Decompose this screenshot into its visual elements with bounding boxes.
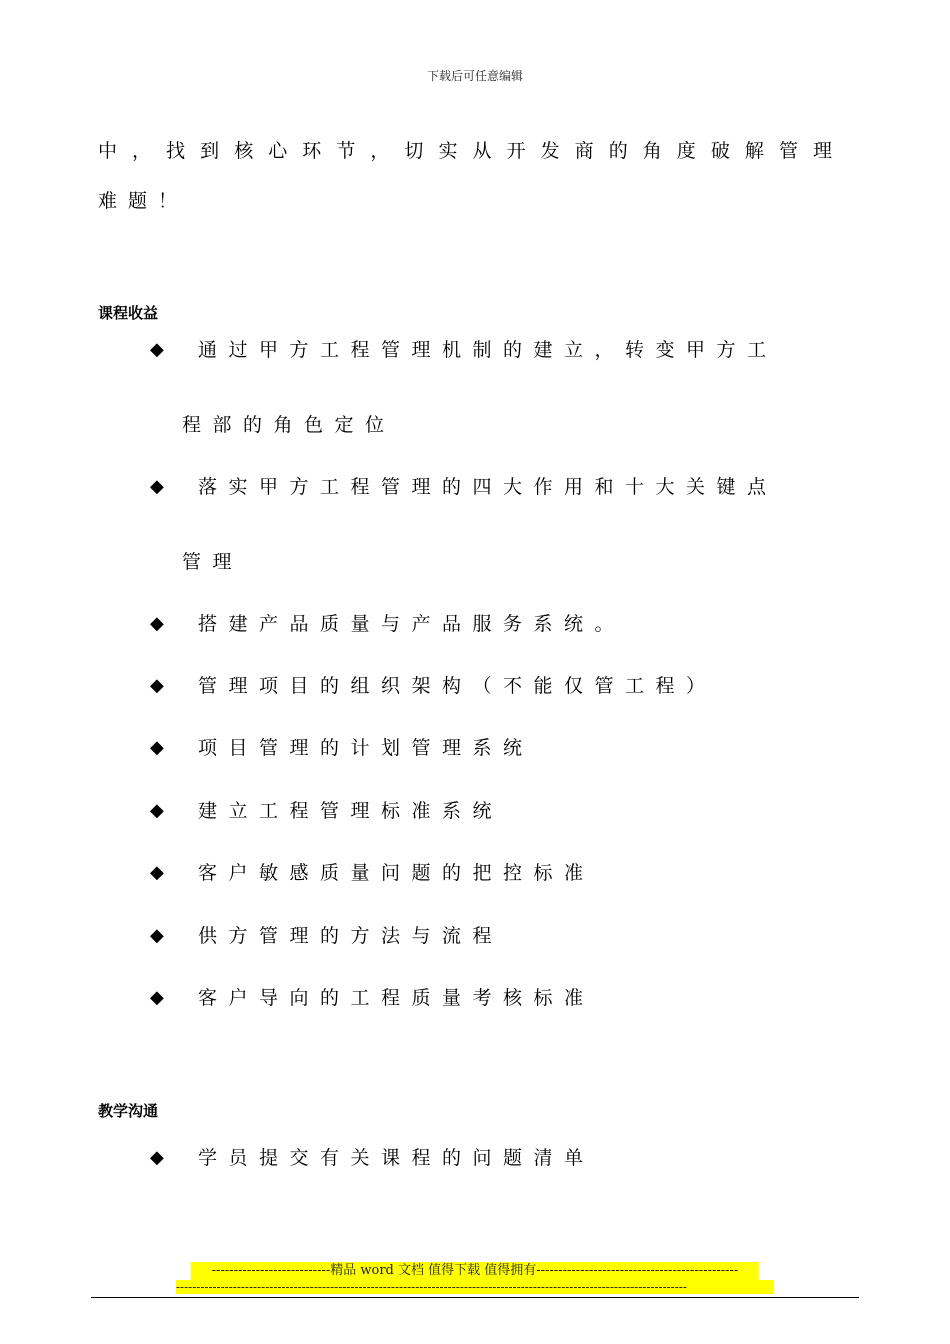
header-note: 下载后可任意编辑 (426, 69, 523, 83)
bullet-diamond-icon: ◆ (150, 1147, 164, 1168)
benefit-item-8: 供方管理的方法与流程 (198, 925, 504, 947)
bullet-diamond-icon: ◆ (150, 675, 164, 696)
communication-item-1: 学员提交有关课程的问题清单 (198, 1147, 595, 1169)
benefit-item-1-line-1: 通过甲方工程管理机制的建立，转变甲方工 (198, 339, 778, 361)
benefit-item-4: 管理项目的组织架构（不能仅管工程） (198, 675, 717, 697)
benefit-item-1-line-2: 程部的角色定位 (182, 414, 396, 436)
bullet-diamond-icon: ◆ (150, 476, 164, 497)
section-title-benefits: 课程收益 (98, 304, 159, 322)
benefit-item-5: 项目管理的计划管理系统 (198, 737, 534, 759)
benefit-item-2-line-1: 落实甲方工程管理的四大作用和十大关键点 (198, 476, 778, 498)
benefit-item-3: 搭建产品质量与产品服务系统。 (198, 613, 626, 635)
benefit-item-9: 客户导向的工程质量考核标准 (198, 987, 595, 1009)
footer-line-1: ---------------------------精品 word 文档 值得下载 值得拥有---------------------------------------------- (191, 1262, 759, 1280)
bullet-diamond-icon: ◆ (150, 925, 164, 946)
section-title-communication: 教学沟通 (98, 1102, 159, 1120)
intro-line-2: 难题！ (98, 190, 189, 212)
footer-line-2: ------------------------------------------------------------------------------------------------------------------------------ (176, 1280, 774, 1294)
benefit-item-6: 建立工程管理标准系统 (198, 800, 504, 822)
benefit-item-7: 客户敏感质量问题的把控标准 (198, 862, 595, 884)
bullet-diamond-icon: ◆ (150, 339, 164, 360)
intro-line-1: 中，找到核心环节，切实从开发商的角度破解管理 (98, 140, 843, 162)
bullet-diamond-icon: ◆ (150, 800, 164, 821)
bottom-rule (91, 1297, 859, 1298)
bullet-diamond-icon: ◆ (150, 862, 164, 883)
bullet-diamond-icon: ◆ (150, 613, 164, 634)
bullet-diamond-icon: ◆ (150, 737, 164, 758)
benefit-item-2-line-2: 管理 (182, 551, 244, 573)
bullet-diamond-icon: ◆ (150, 987, 164, 1008)
